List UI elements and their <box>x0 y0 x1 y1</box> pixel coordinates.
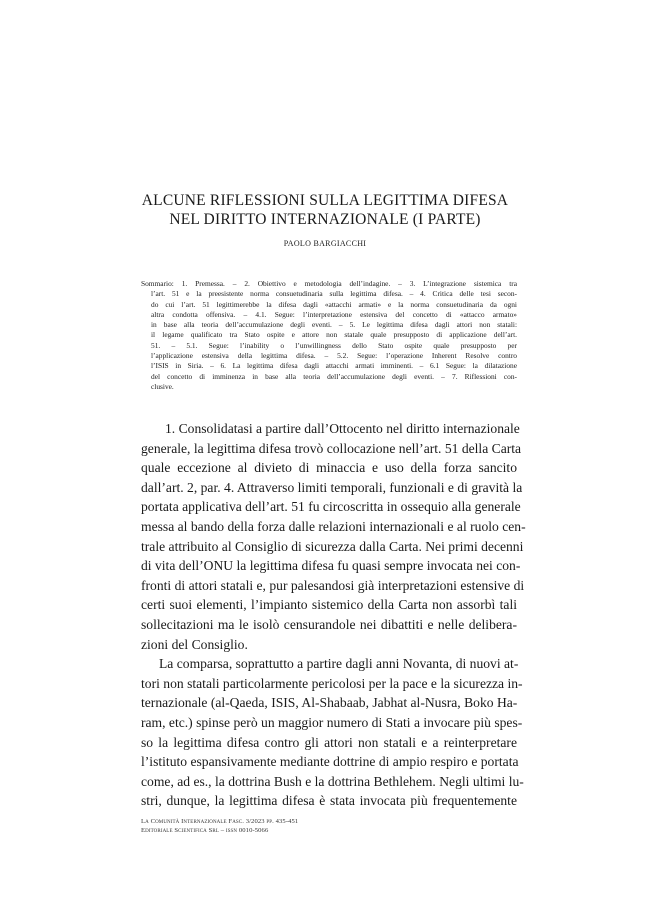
body-text <box>141 419 526 811</box>
article-title-line-1: ALCUNE RIFLESSIONI SULLA LEGITTIMA DIFESA <box>141 192 509 209</box>
summary-line: il legame qualificato tra Stato ospite e attore non statale quale presupposto di applicazione dell’art. <box>151 330 517 340</box>
body-line: certi suoi elementi, l’impianto sistemico della Carta non assorbì tali <box>141 597 517 613</box>
page-footer <box>141 817 298 835</box>
journal-citation: La Comunità Internazionale Fasc. 3/2023 pp. 435-451 <box>141 818 299 825</box>
summary-line: l’applicazione estensiva della legittima difesa. – 5.2. Segue: l’operazione Inherent Resolve contro <box>151 351 517 361</box>
summary-line: del concetto di imminenza in base alla teoria dell’accumulazione degli eventi. – 7. Riflessioni con- <box>151 371 517 381</box>
summary-line: Sommario: 1. Premessa. – 2. Obiettivo e metodologia dell’indagine. – 3. L’integrazione sistemica tra <box>141 279 517 288</box>
author-name: PAOLO BARGIACCHI <box>283 239 367 248</box>
body-line: stri, dunque, la legittima difesa è stata invocata più frequentemente <box>141 793 517 809</box>
summary-line: altra condotta offensiva. – 4.1. Segue: l’interpretazione estensiva del concetto di «attacco armato» <box>151 309 517 319</box>
body-line: sollecitazioni ma le isolò censurandole nei dibattiti e nelle delibera- <box>141 616 517 632</box>
summary-line: l’art. 51 e la preesistente norma consuetudinaria sulla legittima difesa. – 4. Critica delle tesi secon- <box>151 289 517 299</box>
summary-line: in base alla teoria dell’accumulazione degli eventi. – 5. Le legittima difesa dagli attori non statali: <box>151 320 517 330</box>
summary-block <box>141 279 517 392</box>
article-title <box>100 191 550 229</box>
body-line: ram, etc.) spinse però un maggior numero di Stati a invocare più spes- <box>141 714 523 730</box>
body-line: come, ad es., la dottrina Bush e la dottrina Bethlehem. Negli ultimi lu- <box>141 773 524 789</box>
body-line: zioni del Consiglio. <box>141 636 248 652</box>
publisher-issn: Editoriale Scientifica Srl – issn 0010-5066 <box>141 827 269 834</box>
body-line: dall’art. 2, par. 4. Attraverso limiti temporali, funzionali e di gravità la <box>141 479 523 495</box>
body-line: 1. Consolidatasi a partire dall’Ottocento nel diritto internazionale <box>165 421 520 436</box>
body-line: messa al bando della forza dalle relazioni internazionali e al ruolo cen- <box>141 518 526 534</box>
body-line: ternazionale (al-Qaeda, ISIS, Al-Shabaab, Jabhat al-Nusra, Boko Ha- <box>141 695 518 711</box>
body-line: generale, la legittima difesa trovò collocazione nell’art. 51 della Carta <box>141 440 522 456</box>
body-line: fronti di attori statali e, pur palesandosi già interpretazioni estensive di <box>141 577 525 593</box>
body-line: quale eccezione al divieto di minaccia e uso della forza sancito <box>141 460 517 476</box>
body-line: portata applicativa dell’art. 51 fu circoscritta in ossequio alla generale <box>141 499 521 515</box>
summary-line: do cui l’art. 51 legittimerebbe la difesa dagli «attacchi armati» e la norma consuetudinaria da ogni <box>151 299 517 309</box>
body-line: La comparsa, soprattutto a partire dagli anni Novanta, di nuovi at- <box>159 656 519 672</box>
summary-line: 51. – 5.1. Segue: l’inability o l’unwillingness dello Stato ospite quale presupposto per <box>151 340 517 350</box>
body-line: so la legittima difesa contro gli attori non statali e a reinterpretare <box>141 734 517 750</box>
body-line: l’istituto espansivamente mediante dottrine di ampio respiro e portata <box>141 754 519 770</box>
summary-line: l’ISIS in Siria. – 6. La legittima difesa dagli attacchi armati imminenti. – 6.1 Segue: la dilatazione <box>151 361 517 371</box>
body-line: trale attribuito al Consiglio di sicurezza dalla Carta. Nei primi decenni <box>141 538 524 554</box>
summary-line: clusive. <box>151 381 174 391</box>
article-title-line-2: NEL DIRITTO INTERNAZIONALE (I PARTE) <box>169 211 481 228</box>
body-line: di vita dell’ONU la legittima difesa fu quasi sempre invocata nei con- <box>141 558 521 574</box>
body-line: tori non statali particolarmente pericolosi per la pace e la sicurezza in- <box>141 675 523 691</box>
